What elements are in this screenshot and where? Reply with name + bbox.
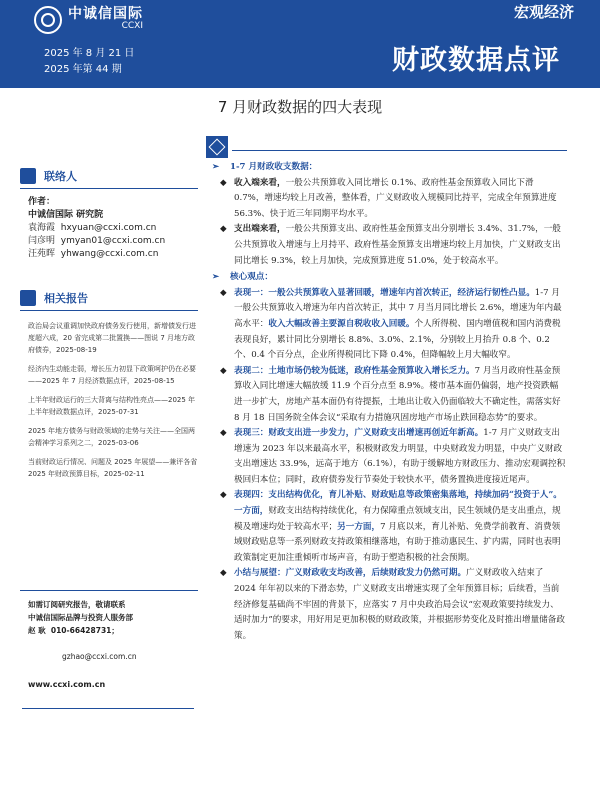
related-reports-list: [28, 320, 200, 487]
diamond-bullet-icon: ◆: [220, 224, 227, 235]
diamond-bullet-icon: ◆: [220, 428, 227, 439]
arrow-bullet-icon: ➢: [212, 272, 220, 283]
contact-email[interactable]: gzhao@ccxi.com.cn: [62, 652, 137, 661]
author-email[interactable]: ymyan01@ccxi.com.cn: [60, 236, 166, 246]
bullet-item: ◆ 收入端来看，一般公共预算收入同比增长 0.1%、政府性基金预算收入同比下滑 0.7%，增速均较上月改善，整体看，广义财政收入规模同比持平，完成全年预算进度 56.3%、快于近三年同期平均水平。: [212, 176, 566, 223]
key-point: ◆ 表现四：支出结构优化，育儿补贴、财政贴息等政策密集落地，持续加码“投资于人”。一方面，财政支出结构持续优化，有力保障重点领域支出，民生领域仍是支出重点，规模及增速均处于较高水平；另一方面，7 月底以来，育儿补贴、免费学前教育、消费领域财政贴息等一系列财政支持政策相继落地，有助于推动惠民生、扩内需，同时也表明政策制定更加注重倾听市场声音，有助于塑造积极的社会预期。: [212, 488, 566, 566]
diamond-bullet-icon: ◆: [220, 568, 227, 579]
related-reports-heading: 相关报告: [20, 290, 88, 306]
author-row: 汪苑晖 yhwang@ccxi.com.cn: [28, 249, 159, 259]
logo-en-text: CCXI: [121, 21, 143, 31]
related-report-link[interactable]: 2025 年地方债务与财政领域的走势与关注——全国两会精神学习系列之二，2025-03-06: [28, 427, 196, 447]
key-point: ◆ 小结与展望：广义财政收支均改善，后续财政发力仍然可期。广义财政收入结束了 2024 年年初以来的下滑态势，广义财政支出增速实现了全年预算目标；后续看，当前经济修复基础尚不牢固的背景下，应落实 7 月中央政治局会议“宏观政策要持续发力、适时加力”的要求，用好用足更加积极的财政政策，并根据形势变化及时推出增量储备政策。: [212, 566, 566, 644]
key-point: ◆ 表现二：土地市场仍较为低迷，政府性基金预算收入增长乏力。7 月当月政府性基金预算收入同比增速大幅放缓 11.9 个百分点至 8.9%。楼市基本面仍偏弱，地产投资跌幅进一步扩大，房地产基本面仍有待提振，土地出让收入仍面临较大不确定性，需落实好 8 月 18 日国务院全体会议“采取有力措施巩固房地产市场止跌回稳态势”的要求。: [212, 364, 566, 426]
contact-line: 赵 耿 010-66428731；: [28, 626, 119, 635]
contact-title: 如需订阅研究报告，敬请联系: [28, 600, 126, 609]
decor-icon: [206, 136, 228, 158]
subscription-contact: [28, 598, 198, 637]
arrow-bullet-icon: ➢: [212, 162, 220, 172]
key-point: ◆ 表现三：财政支出进一步发力，广义财政支出增速再创近年新高。1-7 月广义财政支出增速为 2023 年以来最高水平，积极财政发力明显，中央财政发力明显，中央广义财政支出增速达 33.9%，远高于地方（6.1%），有助于缓解地方财政压力、推动宏观调控积极回归本位；同时，政府债券发行节奏处于较快水平，债务置换进度接近尾声。: [212, 426, 566, 488]
authors-label: 作者：: [28, 197, 56, 207]
key-point: ◆ 表现一：一般公共预算收入显著回暖，增速年内首次转正，经济运行韧性凸显。1-7 月一般公共预算收入增速为年内首次转正，其中 7 月当月同比增长 2.6%，增速为年内最高水平：收入大幅改善主要源自税收收入回暖。个人所得税、国内增值税和国内消费税表现良好，累计同比分别增长 8.8%、3.0%、2.1%，分别较上月抬升 0.8 个、0.2 个、0.4 个百分点，企业所得税同比下降 0.4%，但降幅较上月大幅收窄。: [212, 286, 566, 364]
report-issue: 2025 年第 44 期: [44, 64, 122, 75]
bullet-item: ◆ 支出端来看，一般公共预算支出、政府性基金预算支出分别增长 3.4%、31.7%，一般公共预算收入增速与上月持平、政府性基金预算支出增速均较上月加快，广义财政支出同比增长 9.3%，较上月加快，完成预算进度 51.0%，处于较高水平。: [212, 222, 566, 269]
section-title: ➢ 核心观点：: [212, 270, 566, 286]
authors-org: 中诚信国际 研究院: [28, 210, 104, 220]
sidebar-divider: [20, 590, 198, 591]
diamond-bullet-icon: ◆: [220, 490, 227, 501]
contact-org: 中诚信国际品牌与投资人服务部: [28, 613, 133, 622]
diamond-bullet-icon: ◆: [220, 287, 227, 298]
author-row: 闫彦明 ymyan01@ccxi.com.cn: [28, 236, 166, 246]
contact-person-icon: [20, 168, 36, 184]
sidebar-divider: [20, 188, 198, 189]
diamond-bullet-icon: ◆: [220, 365, 227, 376]
related-report-link[interactable]: 政治局会议重调加快政府债务发行使用，新增债发行进度超六成，20 省完成第二批置换——图说 7 月地方政府债券，2025-08-19: [28, 322, 196, 354]
related-report-link[interactable]: 经济内生动能走弱，增长压力初显下政策呵护仍在必要——2025 年 7 月经济数据点评，2025-08-15: [28, 365, 196, 385]
author-row: 袁海霞 hxyuan@ccxi.com.cn: [28, 223, 157, 233]
sidebar-divider: [20, 310, 198, 311]
related-report-link[interactable]: 上半年财政运行的三大背离与结构性亮点——2025 年上半年财政数据点评，2025-07-31: [28, 396, 196, 416]
contacts-heading: 联络人: [20, 168, 77, 184]
report-list-icon: [20, 290, 36, 306]
logo-cn-text: 中诚信国际: [68, 6, 143, 22]
report-title: 财政数据点评: [392, 45, 560, 76]
diamond-bullet-icon: ◆: [220, 177, 227, 188]
company-logo: [34, 6, 143, 34]
logo-icon: [34, 6, 62, 34]
main-content: [212, 160, 566, 644]
category-tag: 宏观经济: [513, 3, 574, 21]
header-divider: [232, 150, 567, 151]
section-title: ➢ 1-7 月财政收支数据：: [212, 160, 566, 176]
related-report-link[interactable]: 当前财政运行情况、问题及 2025 年展望——兼评各省 2025 年财政预算目标，2025-02-11: [28, 458, 198, 478]
authors-block: [28, 196, 198, 261]
author-email[interactable]: hxyuan@ccxi.com.cn: [60, 223, 157, 233]
footer-divider: [22, 708, 194, 709]
website-link[interactable]: www.ccxi.com.cn: [28, 680, 106, 689]
report-subtitle: 7 月财政数据的四大表现: [217, 98, 383, 116]
report-header: [0, 0, 600, 88]
report-date: 2025 年 8 月 21 日: [44, 48, 135, 59]
author-email[interactable]: yhwang@ccxi.com.cn: [60, 249, 159, 259]
